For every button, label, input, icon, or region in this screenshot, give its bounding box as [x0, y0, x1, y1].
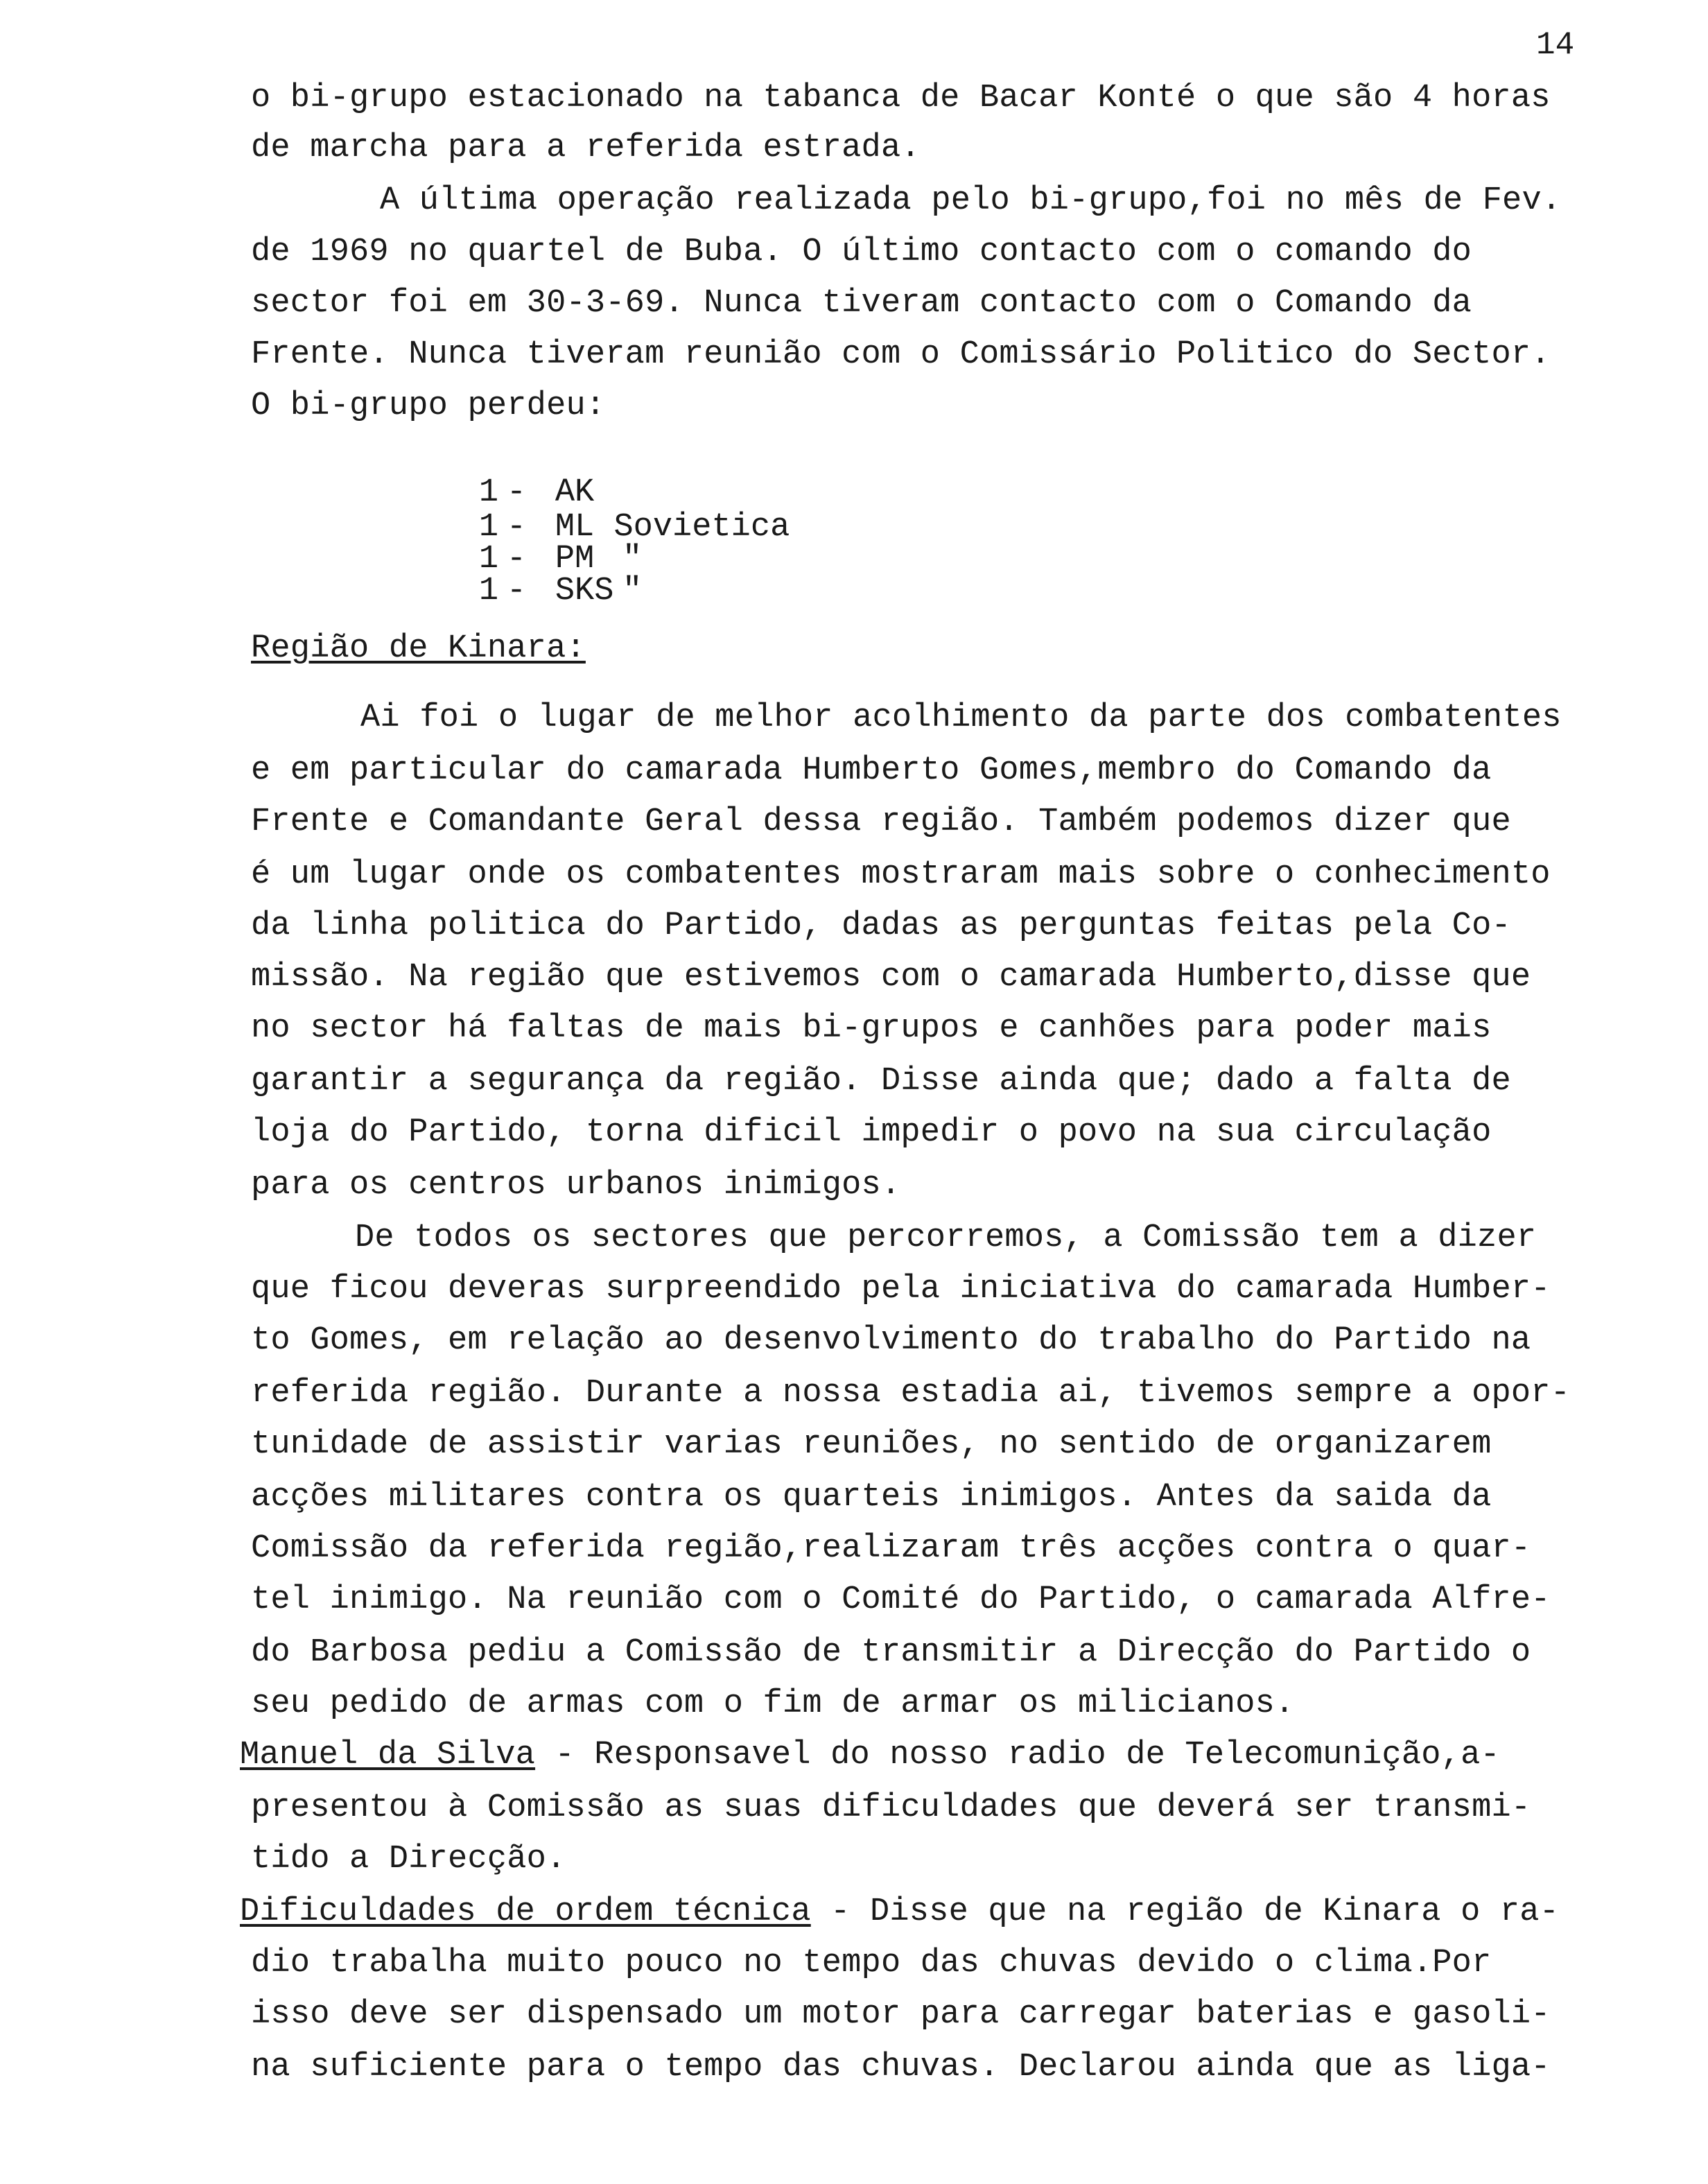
text-line: de 1969 no quartel de Buba. O último contacto com o comando do	[251, 234, 1472, 270]
text-line: to Gomes, em relação ao desenvolvimento do trabalho do Partido na	[251, 1322, 1531, 1359]
text-line: O bi-grupo perdeu:	[251, 388, 606, 424]
text-line: tunidade de assistir varias reuniões, no sentido de organizarem	[251, 1426, 1492, 1463]
text-line: loja do Partido, torna dificil impedir o povo na sua circulação	[251, 1114, 1492, 1151]
text-line: acções militares contra os quarteis inimigos. Antes da saida da	[251, 1479, 1492, 1516]
text-line: seu pedido de armas com o fim de armar os milicianos.	[251, 1685, 1295, 1722]
text-line: para os centros urbanos inimigos.	[251, 1167, 901, 1204]
text-line: dio trabalha muito pouco no tempo das chuvas devido o clima.Por	[251, 1945, 1492, 1982]
text-line: garantir a segurança da região. Disse ainda que; dado a falta de	[251, 1063, 1511, 1100]
losses-list-item: 1 - PM "	[478, 541, 643, 578]
page-number: 14	[1536, 27, 1575, 63]
text-line: que ficou deveras surpreendido pela iniciativa do camarada Humber-	[251, 1271, 1551, 1308]
subsection-label: Dificuldades de ordem técnica	[240, 1893, 811, 1930]
losses-list-item: 1 - SKS "	[478, 573, 643, 609]
text-line: Comissão da referida região,realizaram três acções contra o quar-	[251, 1530, 1531, 1567]
text-line: Frente e Comandante Geral dessa região. Também podemos dizer que	[251, 804, 1511, 840]
text-line: na suficiente para o tempo das chuvas. Declarou ainda que as liga-	[251, 2049, 1551, 2086]
losses-list-item: 1 - AK	[478, 474, 595, 511]
text-line: A última operação realizada pelo bi-grupo,foi no mês de Fev.	[380, 182, 1562, 219]
text-line: De todos os sectores que percorremos, a Comissão tem a dizer	[355, 1220, 1537, 1256]
section-heading-kinara: Região de Kinara:	[251, 630, 586, 667]
text-line: da linha politica do Partido, dadas as perguntas feitas pela Co-	[251, 908, 1511, 944]
text-line: Manuel da Silva - Responsavel do nosso radio de Telecomunição,a-	[240, 1737, 1500, 1774]
text-line: do Barbosa pediu a Comissão de transmitir a Direcção do Partido o	[251, 1634, 1531, 1671]
text-line: é um lugar onde os combatentes mostraram mais sobre o conhecimento	[251, 856, 1551, 893]
text-line: presentou à Comissão as suas dificuldades que deverá ser transmi-	[251, 1789, 1531, 1826]
text-line: missão. Na região que estivemos com o camarada Humberto,disse que	[251, 959, 1531, 996]
losses-list-item: 1 - ML Sovietica	[478, 509, 790, 546]
text-line: Frente. Nunca tiveram reunião com o Comissário Politico do Sector.	[251, 336, 1551, 373]
text-line: o bi-grupo estacionado na tabanca de Bacar Konté o que são 4 horas	[251, 80, 1551, 116]
text-line: de marcha para a referida estrada.	[251, 130, 921, 166]
text-line: isso deve ser dispensado um motor para carregar baterias e gasoli-	[251, 1996, 1551, 2033]
text-line: sector foi em 30-3-69. Nunca tiveram contacto com o Comando da	[251, 285, 1472, 322]
text-line: no sector há faltas de mais bi-grupos e canhões para poder mais	[251, 1010, 1492, 1047]
text-line: Ai foi o lugar de melhor acolhimento da parte dos combatentes	[360, 700, 1562, 736]
text-line: tel inimigo. Na reunião com o Comité do Partido, o camarada Alfre-	[251, 1581, 1551, 1618]
text-line: Dificuldades de ordem técnica - Disse que na região de Kinara o ra-	[240, 1893, 1560, 1930]
person-name: Manuel da Silva	[240, 1737, 536, 1774]
text-line: tido a Direcção.	[251, 1841, 566, 1878]
text-line: e em particular do camarada Humberto Gomes,membro do Comando da	[251, 752, 1492, 789]
text-line: referida região. Durante a nossa estadia ai, tivemos sempre a opor-	[251, 1375, 1571, 1412]
